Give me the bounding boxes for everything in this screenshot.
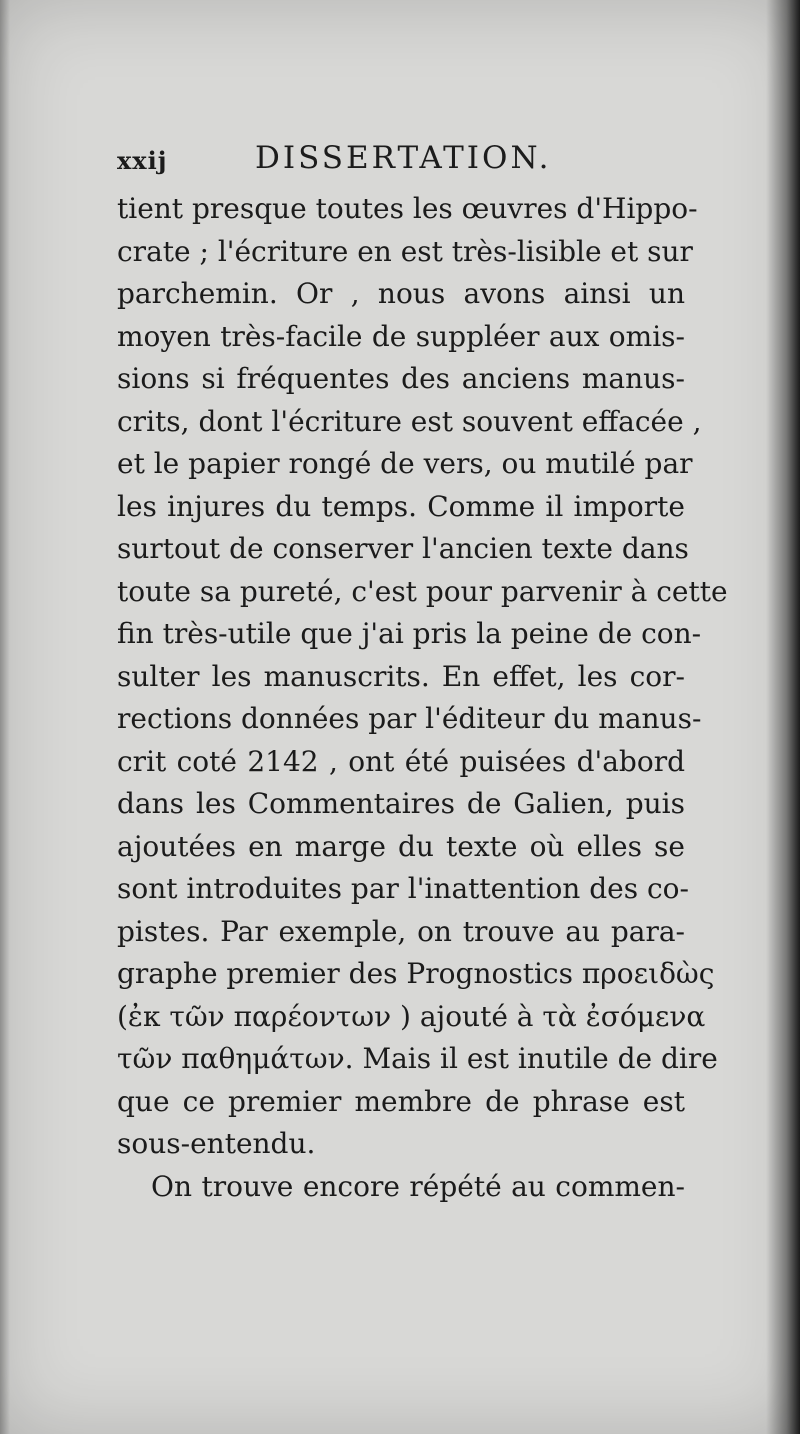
text-line: les injures du temps. Comme il importe [117, 489, 685, 523]
text-line: sulter les manuscrits. En effet, les cor- [117, 659, 685, 693]
text-line: surtout de conserver l'ancien texte dans [117, 532, 689, 565]
text-line: crits, dont l'écriture est souvent effacée , [117, 404, 702, 438]
text-line: τῶν παθημάτων. Mais il est inutile de dire [117, 1042, 718, 1075]
running-title: DISSERTATION. [255, 140, 552, 176]
text-line: parchemin. Or , nous avons ainsi un [117, 277, 685, 310]
page-left-shadow [0, 0, 10, 1434]
paragraph-first-line: On trouve encore répété au commen- [151, 1169, 685, 1203]
text-line: dans les Commentaires de Galien, puis [117, 787, 685, 820]
text-line: que ce premier membre de phrase est [117, 1084, 685, 1118]
text-line: graphe premier des Prognostics προειδὼς [117, 957, 715, 990]
text-line: sont introduites par l'inattention des co- [117, 872, 690, 905]
text-line: moyen très-facile de suppléer aux omis- [117, 319, 685, 353]
text-line: crit coté 2142 , ont été puisées d'abord [117, 744, 685, 778]
text-line: rections données par l'éditeur du manus- [117, 702, 702, 735]
text-line: ajoutées en marge du texte où elles se [117, 829, 685, 863]
text-line: tient presque toutes les œuvres d'Hippo- [117, 192, 698, 225]
text-line: toute sa pureté, c'est pour parvenir à cette [117, 574, 728, 608]
text-line: et le papier rongé de vers, ou mutilé par [117, 447, 693, 480]
page-gutter-shadow [766, 0, 800, 1434]
body-text [117, 188, 728, 1208]
text-line: crate ; l'écriture en est très-lisible et sur [117, 234, 693, 268]
text-line: sions si fréquentes des anciens manus- [117, 362, 685, 395]
page-number: xxij [117, 146, 168, 175]
text-line: fin très-utile que j'ai pris la peine de con- [117, 617, 702, 650]
text-line: sous-entendu. [117, 1127, 316, 1160]
text-line: (ἐκ τῶν παρέοντων ) ajouté à τὰ ἐσόμενα [117, 999, 706, 1033]
text-line: pistes. Par exemple, on trouve au para- [117, 914, 685, 948]
page-header [117, 140, 677, 184]
